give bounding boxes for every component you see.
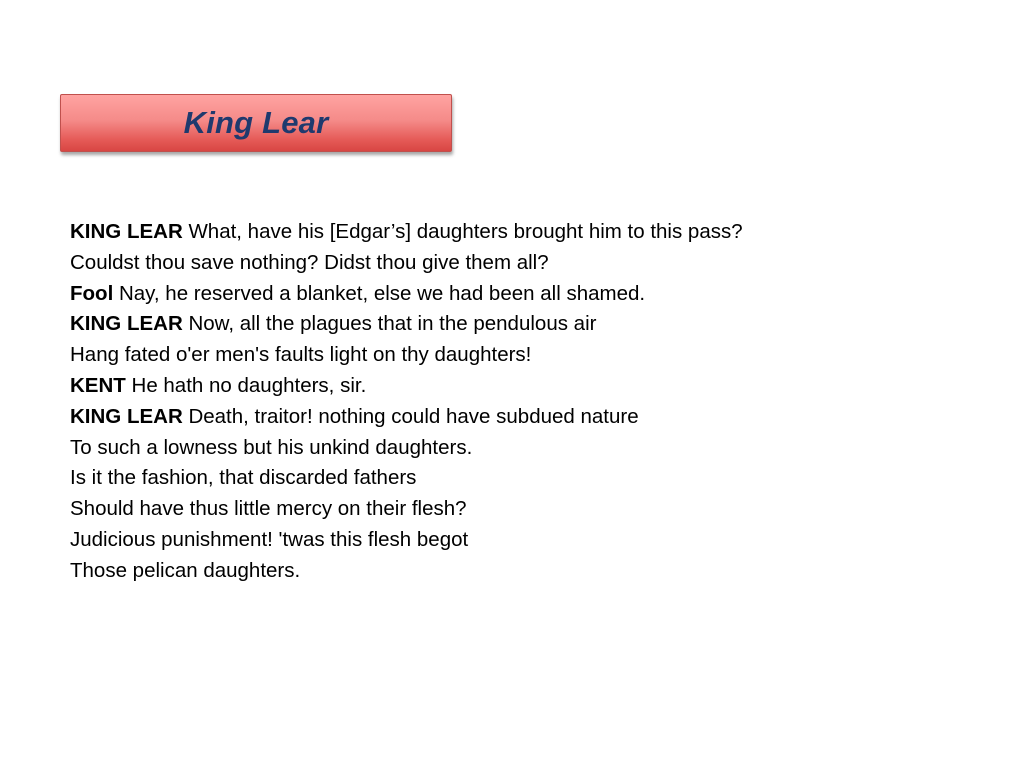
line-text: Should have thus little mercy on their flesh? (70, 497, 467, 521)
speaker-name: KENT (70, 373, 126, 397)
dialogue-line (70, 525, 950, 556)
line-text: Judicious punishment! 'twas this flesh begot (70, 527, 469, 551)
line-text: Those pelican daughters. (70, 558, 301, 582)
speaker-name: KING LEAR (70, 312, 183, 336)
line-text: To such a lowness but his unkind daughters. (70, 435, 473, 459)
dialogue-line (70, 248, 950, 279)
slide-title: King Lear (183, 105, 329, 140)
line-text: Is it the fashion, that discarded fathers (70, 466, 417, 490)
dialogue-line (70, 309, 950, 340)
speaker-name: KING LEAR (70, 220, 183, 243)
dialogue-line (70, 371, 950, 402)
dialogue-line (70, 556, 950, 587)
speaker-name: KING LEAR (70, 404, 183, 428)
dialogue-text-block (70, 217, 950, 587)
line-text: Now, all the plagues that in the pendulous air (182, 312, 597, 336)
dialogue-line (70, 433, 950, 464)
dialogue-line (70, 402, 950, 433)
line-text: He hath no daughters, sir. (125, 373, 367, 397)
line-text: Death, traitor! nothing could have subdued nature (182, 404, 639, 428)
line-text: Nay, he reserved a blanket, else we had been all shamed. (113, 281, 646, 305)
dialogue-line (70, 494, 950, 525)
speaker-name: Fool (70, 281, 114, 305)
slide-title-box (60, 94, 452, 152)
line-text: What, have his [Edgar’s] daughters brought him to this pass? (182, 220, 743, 243)
dialogue-line (70, 279, 950, 310)
dialogue-line (70, 217, 950, 248)
dialogue-line (70, 463, 950, 494)
line-text: Couldst thou save nothing? Didst thou give them all? (70, 250, 549, 274)
line-text: Hang fated o'er men's faults light on thy daughters! (70, 343, 532, 367)
dialogue-line (70, 340, 950, 371)
